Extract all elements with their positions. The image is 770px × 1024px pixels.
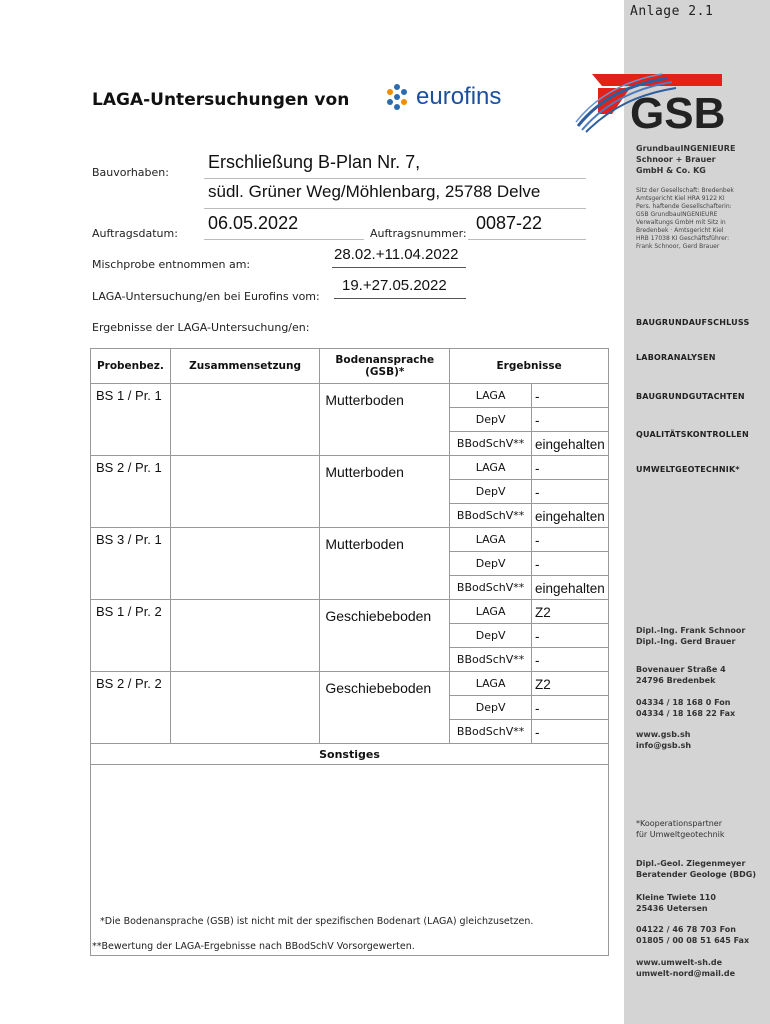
cell-criterion-laga: LAGA bbox=[450, 384, 532, 408]
label-ergebnisse: Ergebnisse der LAGA-Untersuchung/en: bbox=[92, 321, 310, 334]
cell-criterion-depv: DepV bbox=[450, 480, 532, 504]
cell-criterion-depv: DepV bbox=[450, 624, 532, 648]
cell-material: Mutterboden bbox=[320, 528, 450, 600]
table-row bbox=[91, 456, 609, 480]
eurofins-logo-text: eurofins bbox=[416, 83, 502, 110]
cell-probe: BS 3 / Pr. 1 bbox=[91, 528, 171, 600]
sidebar-service-5: UMWELTGEOTECHNIK* bbox=[636, 465, 740, 474]
sonstiges-header-row bbox=[91, 744, 609, 765]
gsb-logo-text: GSB bbox=[630, 89, 726, 138]
header-probenbez: Probenbez. bbox=[91, 349, 171, 384]
cell-result-bbodschv: eingehalten bbox=[532, 504, 609, 528]
cell-result-depv: - bbox=[532, 408, 609, 432]
results-table bbox=[90, 348, 609, 956]
eurofins-logo bbox=[382, 80, 542, 114]
cell-criterion-laga: LAGA bbox=[450, 456, 532, 480]
cell-probe: BS 1 / Pr. 1 bbox=[91, 384, 171, 456]
sonstiges-header: Sonstiges bbox=[91, 744, 609, 765]
value-bauvorhaben-2: südl. Grüner Weg/Möhlenbarg, 25788 Delve bbox=[208, 182, 541, 201]
value-auftragsdatum: 06.05.2022 bbox=[208, 213, 299, 233]
footnote-2: **Bewertung der LAGA-Ergebnisse nach BBodSchV Vorsorgewerten. bbox=[92, 941, 415, 952]
cell-result-bbodschv: eingehalten bbox=[532, 432, 609, 456]
cell-result-depv: - bbox=[532, 696, 609, 720]
cell-material: Geschiebeboden bbox=[320, 672, 450, 744]
value-mischprobe: 28.02.+11.04.2022 bbox=[334, 246, 459, 263]
cell-zusammensetzung bbox=[170, 672, 320, 744]
table-header-row bbox=[91, 349, 609, 384]
cell-zusammensetzung bbox=[170, 528, 320, 600]
value-auftragsnummer: 0087-22 bbox=[476, 213, 543, 233]
label-auftragsnummer: Auftragsnummer: bbox=[370, 227, 467, 240]
cell-result-laga: - bbox=[532, 384, 609, 408]
cell-criterion-depv: DepV bbox=[450, 552, 532, 576]
cell-result-bbodschv: - bbox=[532, 720, 609, 744]
cell-criterion-bbodschv: BBodSchV** bbox=[450, 720, 532, 744]
sidebar-partner-phone: 04122 / 46 78 703 Fon 01805 / 00 08 51 645 Fax bbox=[636, 925, 750, 945]
cell-result-depv: - bbox=[532, 624, 609, 648]
cell-result-laga: - bbox=[532, 528, 609, 552]
sidebar-partner-name: Dipl.-Geol. Ziegenmeyer Beratender Geologe (BDG) bbox=[636, 859, 756, 879]
cell-zusammensetzung bbox=[170, 456, 320, 528]
page-title: LAGA-Untersuchungen von bbox=[92, 90, 350, 110]
sidebar-service-4: QUALITÄTSKONTROLLEN bbox=[636, 430, 749, 439]
cell-material: Geschiebeboden bbox=[320, 600, 450, 672]
sidebar-names: Dipl.-Ing. Frank Schnoor Dipl.-Ing. Gerd Brauer bbox=[636, 626, 746, 646]
table-row bbox=[91, 600, 609, 624]
sidebar-partner-web: www.umwelt-sh.de umwelt-nord@mail.de bbox=[636, 958, 736, 978]
cell-result-bbodschv: eingehalten bbox=[532, 576, 609, 600]
cell-zusammensetzung bbox=[170, 384, 320, 456]
cell-result-laga: Z2 bbox=[532, 672, 609, 696]
cell-probe: BS 2 / Pr. 1 bbox=[91, 456, 171, 528]
sidebar-web: www.gsb.sh info@gsb.sh bbox=[636, 730, 692, 750]
cell-criterion-bbodschv: BBodSchV** bbox=[450, 648, 532, 672]
cell-result-laga: - bbox=[532, 456, 609, 480]
cell-criterion-depv: DepV bbox=[450, 696, 532, 720]
footnote-1: *Die Bodenansprache (GSB) ist nicht mit der spezifischen Bodenart (LAGA) gleichzusetzen. bbox=[100, 916, 534, 927]
sidebar-service-2: LABORANALYSEN bbox=[636, 353, 716, 362]
sidebar-legal: Sitz der Gesellschaft: Bredenbek Amtsgericht Kiel HRA 9122 KI Pers. haftende Gesellschafterin: GSB GrundbauINGENIEURE Verwaltungs GmbH mit Sitz in Bredenbek · Amtsgericht Kiel HRB 17038 KI Geschäftsführer: Frank Schnoor, Gerd Brauer bbox=[636, 187, 734, 250]
cell-material: Mutterboden bbox=[320, 384, 450, 456]
sidebar-service-3: BAUGRUNDGUTACHTEN bbox=[636, 392, 745, 401]
label-auftragsdatum: Auftragsdatum: bbox=[92, 227, 178, 240]
cell-criterion-bbodschv: BBodSchV** bbox=[450, 576, 532, 600]
cell-criterion-bbodschv: BBodSchV** bbox=[450, 432, 532, 456]
cell-result-laga: Z2 bbox=[532, 600, 609, 624]
cell-criterion-laga: LAGA bbox=[450, 600, 532, 624]
cell-probe: BS 2 / Pr. 2 bbox=[91, 672, 171, 744]
cell-result-depv: - bbox=[532, 552, 609, 576]
value-untersuchung: 19.+27.05.2022 bbox=[342, 277, 447, 294]
label-untersuchung: LAGA-Untersuchung/en bei Eurofins vom: bbox=[92, 290, 320, 303]
sidebar-address: Bovenauer Straße 4 24796 Bredenbek bbox=[636, 665, 726, 685]
anlage-label: Anlage 2.1 bbox=[630, 4, 714, 19]
header-zusammensetzung: Zusammensetzung bbox=[170, 349, 320, 384]
label-bauvorhaben: Bauvorhaben: bbox=[92, 166, 169, 179]
value-bauvorhaben-1: Erschließung B-Plan Nr. 7, bbox=[208, 152, 421, 172]
label-mischprobe: Mischprobe entnommen am: bbox=[92, 258, 251, 271]
table-row bbox=[91, 384, 609, 408]
cell-material: Mutterboden bbox=[320, 456, 450, 528]
cell-result-depv: - bbox=[532, 480, 609, 504]
cell-criterion-laga: LAGA bbox=[450, 528, 532, 552]
cell-zusammensetzung bbox=[170, 600, 320, 672]
sidebar-partner-address: Kleine Twiete 110 25436 Uetersen bbox=[636, 893, 716, 913]
cell-result-bbodschv: - bbox=[532, 648, 609, 672]
sidebar-partner: *Kooperationspartner für Umweltgeotechnik bbox=[636, 819, 725, 839]
table-row bbox=[91, 528, 609, 552]
table-row bbox=[91, 672, 609, 696]
cell-criterion-laga: LAGA bbox=[450, 672, 532, 696]
header-bodenansprache: Bodenansprache (GSB)* bbox=[320, 349, 450, 384]
sidebar-service-1: BAUGRUNDAUFSCHLUSS bbox=[636, 318, 750, 327]
sidebar-phone: 04334 / 18 168 0 Fon 04334 / 18 168 22 Fax bbox=[636, 698, 736, 718]
header-ergebnisse: Ergebnisse bbox=[450, 349, 609, 384]
cell-probe: BS 1 / Pr. 2 bbox=[91, 600, 171, 672]
cell-criterion-bbodschv: BBodSchV** bbox=[450, 504, 532, 528]
gsb-logo bbox=[572, 66, 742, 144]
cell-criterion-depv: DepV bbox=[450, 408, 532, 432]
sidebar-company: GrundbauINGENIEURE Schnoor + Brauer GmbH & Co. KG bbox=[636, 144, 736, 175]
